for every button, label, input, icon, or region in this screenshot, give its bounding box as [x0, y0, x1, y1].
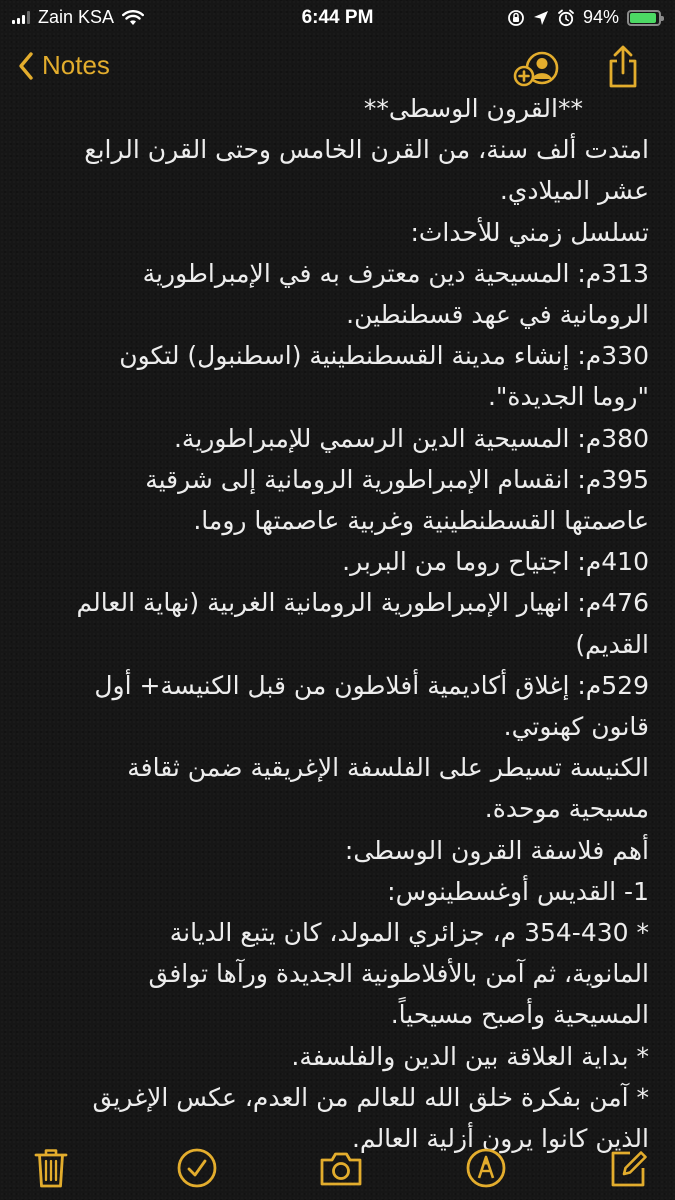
location-arrow-icon: [533, 10, 549, 26]
note-text-line: تسلسل زمني للأحداث:: [410, 217, 649, 247]
note-text-line: 330م: إنشاء مدينة القسطنطينية (اسطنبول) لتكون: [119, 341, 649, 371]
note-text-line: أهم فلاسفة القرون الوسطى:: [344, 835, 649, 865]
bottom-toolbar: [0, 1140, 675, 1200]
note-text-line: "روما الجديدة".: [487, 382, 649, 412]
add-person-icon[interactable]: [512, 48, 562, 90]
note-text-line: الذين كانوا يرون أزلية العالم.: [351, 1124, 649, 1154]
note-text-line: * آمن بفكرة خلق الله للعالم من العدم، عكس الإغريق: [92, 1082, 649, 1112]
status-time: 6:44 PM: [301, 7, 374, 28]
compose-icon[interactable]: [608, 1146, 650, 1190]
note-text-line: 380م: المسيحية الدين الرسمي للإمبراطورية.: [173, 423, 649, 453]
orientation-lock-icon: [507, 9, 525, 27]
camera-icon[interactable]: [318, 1146, 364, 1190]
status-bar-right: [507, 7, 661, 28]
back-button-label: Notes: [42, 50, 110, 80]
note-title: **القرون الوسطى**: [363, 94, 583, 123]
note-text-line: * بداية العلاقة بين الدين والفلسفة.: [291, 1041, 649, 1071]
status-bar: [0, 0, 675, 36]
checkmark-circle-icon[interactable]: [175, 1146, 219, 1190]
back-to-notes-button[interactable]: [18, 50, 110, 81]
note-text-line: القديم): [575, 629, 649, 659]
note-text-line: قانون كهنوتي.: [503, 712, 649, 742]
share-icon[interactable]: [606, 44, 640, 90]
note-text-line: الرومانية في عهد قسطنطين.: [346, 300, 649, 330]
note-text-line: 410م: اجتياح روما من البربر.: [342, 547, 649, 577]
battery-percent: 94%: [582, 7, 619, 27]
note-text-line: امتدت ألف سنة، من القرن الخامس وحتى القرن الرابع: [84, 135, 649, 165]
note-text-line: 313م: المسيحية دين معترف به في الإمبراطورية: [142, 258, 649, 288]
note-text-line: عاصمتها القسطنطينية وغربية عاصمتها روما.: [193, 506, 649, 536]
chevron-left-icon: [18, 51, 34, 81]
trash-icon[interactable]: [33, 1146, 69, 1190]
note-text-line: المسيحية وأصبح مسيحياً.: [390, 1000, 649, 1030]
note-text-line: 395م: انقسام الإمبراطورية الرومانية إلى شرقية: [145, 464, 649, 494]
battery-icon: [627, 10, 661, 26]
note-text-line: مسيحية موحدة.: [484, 794, 649, 824]
battery-level-fill: [630, 13, 656, 23]
note-text-line: 1- القديس أوغسطينوس:: [387, 876, 649, 906]
note-text-line: 476م: انهيار الإمبراطورية الرومانية الغربية (نهاية العالم: [76, 588, 649, 618]
note-text-line: المانوية، ثم آمن بالأفلاطونية الجديدة ورآها توافق: [148, 959, 649, 989]
markup-pen-icon[interactable]: [464, 1146, 508, 1190]
carrier-name: Zain KSA: [38, 7, 115, 27]
note-text-line: 529م: إغلاق أكاديمية أفلاطون من قبل الكنيسة+ أول: [94, 670, 649, 700]
note-text-line: الكنيسة تسيطر على الفلسفة الإغريقية ضمن ثقافة: [127, 753, 649, 783]
note-text-line: عشر الميلادي.: [499, 176, 649, 206]
note-text-line: * 354-430 م، جزائري المولد، كان يتبع الديانة: [169, 918, 649, 948]
note-body[interactable]: [24, 88, 649, 1159]
alarm-icon: [557, 9, 575, 27]
